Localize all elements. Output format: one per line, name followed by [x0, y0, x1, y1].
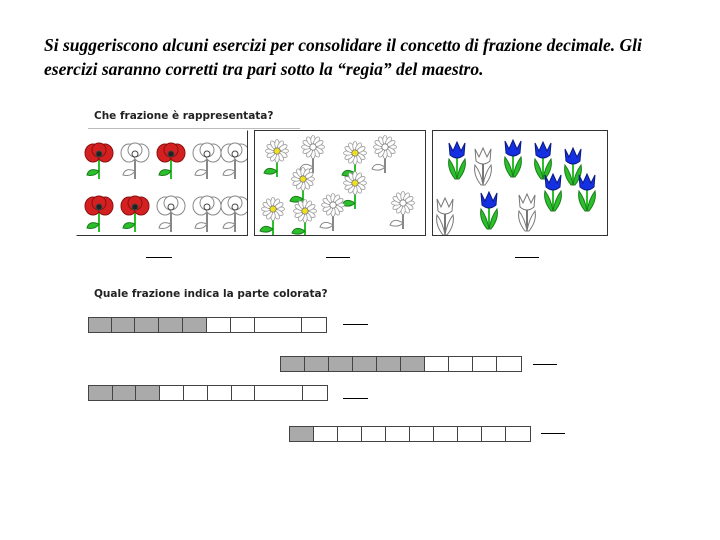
tulip-outline — [519, 194, 536, 231]
poppy-colored — [85, 196, 113, 232]
empty-cell — [255, 386, 303, 400]
answer-blank-bar-1[interactable] — [343, 324, 368, 325]
empty-cell — [434, 427, 458, 441]
tulip-colored — [545, 174, 562, 211]
shaded-cell — [290, 427, 314, 441]
intro-text: Si suggeriscono alcuni esercizi per consolidare il concetto di frazione decimale. Gli esercizi saranno corretti tra pari sotto la “regia” del maestro. — [44, 35, 642, 79]
empty-cell — [232, 386, 255, 400]
daisy-colored — [290, 168, 315, 206]
empty-cell — [386, 427, 410, 441]
empty-cell — [410, 427, 434, 441]
shaded-cell — [329, 357, 353, 371]
daisy-outline — [372, 136, 397, 174]
title-underline — [88, 128, 300, 129]
empty-cell — [473, 357, 497, 371]
empty-cell — [231, 318, 255, 332]
fraction-bar-4 — [289, 426, 531, 442]
empty-cell — [160, 386, 184, 400]
flower-question-title: Che frazione è rappresentata? — [94, 110, 274, 122]
poppy-colored — [121, 196, 149, 232]
shaded-cell — [89, 318, 112, 332]
answer-blank-tulips[interactable] — [515, 257, 539, 258]
empty-cell — [314, 427, 338, 441]
tulip-colored — [481, 192, 498, 229]
answer-blank-bar-2[interactable] — [533, 364, 557, 365]
shaded-cell — [135, 318, 159, 332]
shaded-cell — [281, 357, 305, 371]
empty-cell — [425, 357, 449, 371]
tulip-colored — [449, 142, 466, 179]
empty-cell — [458, 427, 482, 441]
empty-cell — [208, 386, 232, 400]
daisy-panel — [254, 130, 426, 236]
poppy-outline — [193, 196, 221, 232]
empty-cell — [497, 357, 521, 371]
tulip-outline — [437, 198, 454, 235]
empty-cell — [255, 318, 302, 332]
empty-cell — [338, 427, 362, 441]
poppy-outline — [193, 143, 221, 179]
daisy-illustration — [255, 131, 425, 235]
empty-cell — [482, 427, 506, 441]
answer-blank-poppies[interactable] — [146, 257, 172, 258]
poppy-outline — [221, 196, 247, 232]
fraction-bar-2 — [280, 356, 522, 372]
poppy-outline — [157, 196, 185, 232]
empty-cell — [302, 318, 326, 332]
daisy-colored — [342, 172, 367, 210]
shaded-cell — [89, 386, 113, 400]
poppy-colored — [157, 143, 185, 179]
shaded-cell — [305, 357, 329, 371]
answer-blank-daisies[interactable] — [326, 257, 350, 258]
answer-blank-bar-4[interactable] — [541, 433, 565, 434]
daisy-colored — [260, 198, 285, 236]
empty-cell — [506, 427, 530, 441]
shaded-cell — [136, 386, 160, 400]
fraction-bar-3 — [88, 385, 328, 401]
tulip-colored — [505, 140, 522, 177]
poppy-illustration — [77, 131, 247, 235]
tulip-colored — [579, 174, 596, 211]
shaded-cell — [113, 386, 136, 400]
shaded-cell — [401, 357, 425, 371]
shaded-cell — [183, 318, 207, 332]
daisy-outline — [390, 192, 415, 230]
shaded-cell — [377, 357, 401, 371]
shaded-cell — [353, 357, 377, 371]
fraction-bar-1 — [88, 317, 327, 333]
tulip-outline — [475, 148, 492, 185]
empty-cell — [207, 318, 231, 332]
empty-cell — [303, 386, 327, 400]
tulip-colored — [535, 142, 552, 179]
poppy-outline — [121, 143, 149, 179]
poppy-outline — [221, 143, 247, 179]
empty-cell — [362, 427, 386, 441]
bar-question-title: Quale frazione indica la parte colorata? — [94, 288, 328, 300]
shaded-cell — [159, 318, 183, 332]
tulip-panel — [432, 130, 608, 236]
answer-blank-bar-3[interactable] — [343, 398, 368, 399]
tulip-illustration — [433, 131, 607, 235]
poppy-colored — [85, 143, 113, 179]
poppy-panel — [76, 130, 248, 236]
empty-cell — [184, 386, 208, 400]
daisy-outline — [320, 194, 345, 232]
daisy-colored — [264, 140, 289, 178]
shaded-cell — [112, 318, 135, 332]
daisy-colored — [292, 200, 317, 236]
empty-cell — [449, 357, 473, 371]
